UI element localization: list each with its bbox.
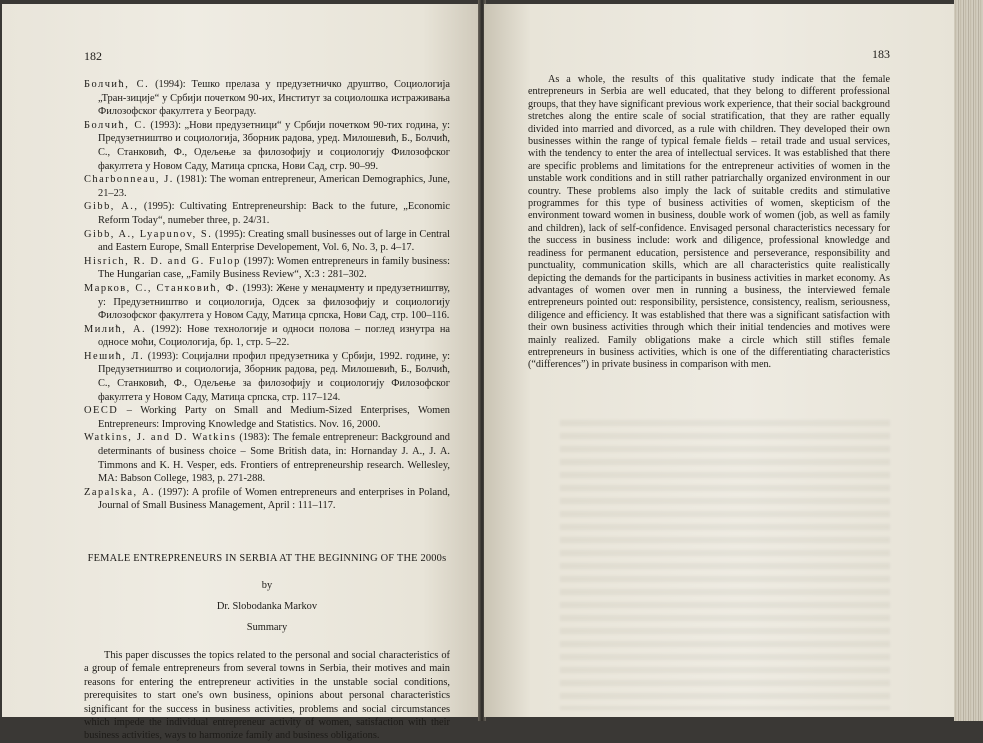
- reference-text: (1993): Жене у менаџменту и предузетништву, у: Предузетништво и социологија, Одсек за филозофију и социологију Филозофског факултета у Новом Саду, Матица српска, Нови Сад, стр. 100–116.: [98, 282, 450, 322]
- reference-text: (1993): Социјални профил предузетника у Србији, 1992. године, у: Предузетништво и социологија, Зборник радова, ред. Милошевић, Б., Болчић, С., Станковић, Ф., Одељење за филозофију и социологију Филозофског факултета у Новом Саду, Матица српска, стр. 117–124.: [98, 350, 451, 403]
- reference-entry: [84, 323, 450, 350]
- reference-text: (1997): A profile of Women entrepreneurs and enterprises in Poland, Journal of Small Business Management, April : 111–117.: [98, 486, 450, 512]
- reference-author: Нешић, Л.: [84, 350, 145, 362]
- reference-entry: [84, 255, 450, 282]
- reference-entry: [84, 200, 450, 227]
- reference-author: Gibb, A.,: [84, 201, 139, 213]
- reference-text: (1983): The female entrepreneur: Background and determinants of business choice – Some British data, in: Hornanday J. A., J. A. Timmons and K. H. Vesper, eds. Frontiers of entrepreneurship research. Wellesley, MA: Babson College, 1983, p. 271-288.: [98, 432, 450, 485]
- reference-text: – Working Party on Small and Medium-Sized Enterprises, Women Entrepreneurs: Improving Knowledge and Statistics. Nov. 16, 2000.: [98, 405, 450, 430]
- reference-entry: [84, 173, 450, 200]
- reference-author: Zapalska, A.: [84, 486, 156, 498]
- author-name: Dr. Slobodanka Markov: [216, 601, 318, 612]
- reference-author: Watkins, J. and D. Watkins: [84, 432, 237, 444]
- reference-text: (1997): Women entrepreneurs in family business: The Hungarian case, „Family Business Review“, X:3 : 281–302.: [98, 255, 450, 281]
- reference-author: Charbonneau, J.: [84, 174, 174, 186]
- article-title: FEMALE ENTREPRENEURS IN SERBIA AT THE BEGINNING OF THE 2000s: [87, 553, 447, 564]
- left-page: [2, 4, 480, 742]
- show-through-text: [560, 420, 890, 710]
- reference-text: (1981): The woman entrepreneur, American Demographics, June, 21–23.: [98, 174, 450, 199]
- reference-entry: [84, 228, 450, 255]
- reference-author: Болчић, С.: [84, 79, 150, 90]
- reference-text: (1995): Creating small businesses out of large in Central and Eastern Europe, Small Enterprise Developement, Vol. 6, No. 3, p. 4–17.: [98, 228, 451, 254]
- reference-author: OECD: [84, 405, 119, 417]
- page-number-left: 182: [84, 49, 102, 63]
- references-list: [84, 78, 450, 513]
- reference-entry: [84, 350, 450, 404]
- reference-entry: [84, 404, 450, 431]
- by-line: by: [261, 580, 273, 591]
- reference-entry: [84, 282, 450, 323]
- reference-author: Марков, С., Станковић, Ф.: [84, 282, 240, 294]
- reference-entry: [84, 78, 450, 119]
- summary-heading: Summary: [246, 622, 288, 633]
- reference-entry: [84, 119, 450, 173]
- reference-author: Милић, А.: [84, 323, 147, 335]
- reference-text: (1994): Тешко прелаза у предузетничко друштво, Социологија „Тран-зиције“ у Србији почетком 90-их, Институт за социолошка истраживања Филозофског факултета у Београду.: [98, 79, 450, 118]
- reference-text: (1992): Нове технологије и односи полова – поглед изнутра на односе моћи, Социологија, бр. 1, стр. 5–22.: [98, 323, 450, 349]
- reference-author: Gibb, A., Lyapunov, S.: [84, 228, 213, 240]
- page-number-right: 183: [872, 47, 890, 61]
- reference-text: (1993): „Нови предузетници“ у Србији почетком 90-тих година, у: Предузетништво и социологија, Зборник радова, уред. Милошевић, Б., Болчић, С., Станковић, Ф., Одељење за филозофију и социологију Филозофског факултета у Новом Саду, Матица српска, Нови Сад, стр. 90–99.: [98, 119, 450, 172]
- reference-text: (1995): Cultivating Entrepreneurship: Back to the future, „Economic Reform Today“, numeber three, p. 24/31.: [98, 201, 450, 226]
- reference-author: Hisrich, R. D. and G. Fulop: [84, 255, 241, 267]
- conclusion-paragraph: As a whole, the results of this qualitative study indicate that the female entrepreneurs in Serbia are well educated, that they belong to different professional groups, that they have significant previous work experience, that their social background stretches along the entire scale of social stratification, that they are rather equally divided into married and divorced, as a rule with children. They developed their own businesses within the range of typical female fields – retail trade and usual services, with the tendency to enter the area of intellectual services. It was established that there are specific problems and limitations for the entrepreneur activities of women in the unstable work conditions and in still rather patriarchally organized environment in our country. These problems also imply the lack of suitable credits and stimulative programmes for this type of business activities of women, skepticism of the environment toward women in business, double work of women (job, as well as family and children), lack of self-confidence. Envisaged personal characteristics necessary for the success in business include: work and diligence, professional knowledge and readiness for permanent education, persistence and perseverance, responsibility and punctuality, communication skills, which are all characteristics quite realistically depicting the demands for the participants in business activities in market economy. As advantages of women over men in running a business, the interviewed female entrepreneurs pointed out: responsibility, persistence, consistency, realism, seriousness, diligence and efficiency. It was established that there was a significant satisfaction with their own business activities through which their initial tendencies and motives were mainly realized. Family obligations make a circle which still stifles female entrepreneurs in business activities, which is one of the differentiating characteristics (“differences”) in private business in comparison with men.: [528, 74, 890, 371]
- reference-author: Болчић, С.: [84, 119, 147, 131]
- reference-entry: [84, 486, 450, 513]
- page-edges: [954, 0, 983, 721]
- reference-entry: [84, 431, 450, 485]
- abstract-paragraph: This paper discusses the topics related to the personal and social characteristics of a group of female entrepreneurs from several towns in Serbia, their motives and main reasons for entering the entrepreneur activities in the unstable social conditions, prerequisites to start one's own business, opinions about personal characteristics significant for the success in business activities, problems and social circumstances which impede the individual entrepreneur activity of women, satisfaction with their business activities, ways to harmonize family and business obligations.: [84, 650, 450, 742]
